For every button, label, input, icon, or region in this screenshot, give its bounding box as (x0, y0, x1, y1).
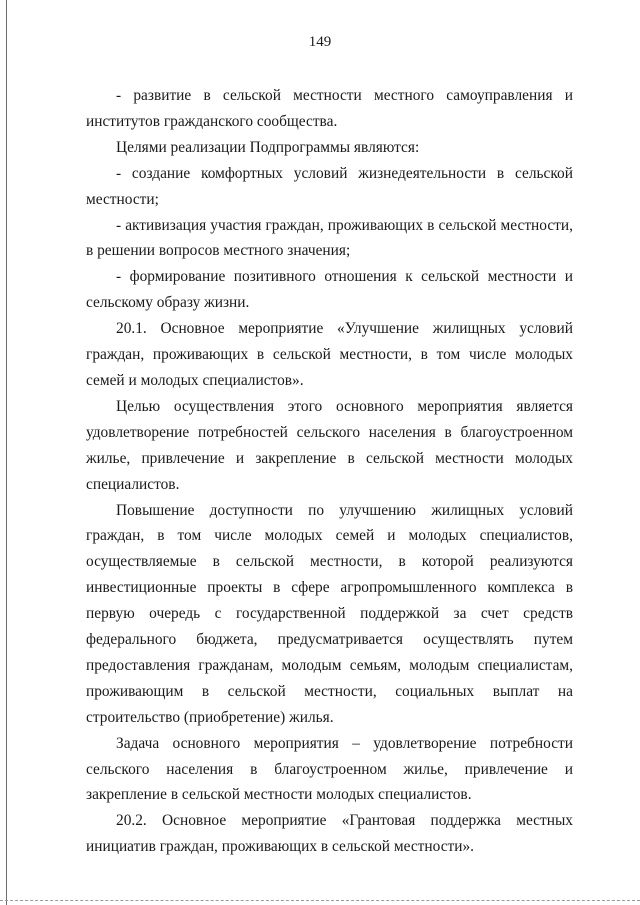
paragraph-goal-positive-attitude: - формирование позитивного отношения к сельской местности и сельскому образу жизни. (86, 268, 573, 312)
paragraph-rural-self-government: - развитие в сельской местности местного самоуправления и институтов гражданского сообщества. (86, 87, 573, 130)
paragraph-goal-comfortable-conditions: - создание комфортных условий жизнедеятельности в сельской местности; (86, 164, 573, 208)
paragraph-measure-20-1-task: Задача основного мероприятия – удовлетворение потребности сельского населения в благоустроенном жилье, привлечение и закрепление в сельской местности молодых специалистов. (86, 734, 573, 804)
paragraph-measure-20-2-title: 20.2. Основное мероприятие «Грантовая поддержка местных инициатив граждан, проживающих в сельской местности». (86, 812, 573, 856)
paragraph-measure-20-1-aim: Целью осуществления этого основного мероприятия является удовлетворение потребностей сельского населения в благоустроенном жилье, привлечение и закрепление в сельской местности молодых специалистов. (86, 397, 573, 493)
page-number: 149 (308, 34, 332, 50)
paragraph-measure-20-1-title: 20.1. Основное мероприятие «Улучшение жилищных условий граждан, проживающих в сельской местности, в том числе молодых семей и молодых специалистов». (86, 320, 573, 389)
paragraph-goals-heading: Целями реализации Подпрограммы являются: (116, 138, 420, 156)
paragraph-measure-20-1-housing: Повышение доступности по улучшению жилищных условий граждан, в том числе молодых семей и молодых специалистов, осуществляемые в сельской местности, в которой реализуются инвестиционные проекты в сфере агропромышленного комплекса в первую очередь с государственной поддержкой за счет средств федерального бюджета, предусматривается осуществлять путем предоставления гражданам, молодым семьям, молодым специалистам, проживающим в сельской местности, социальных выплат на строительство (приобретение) жилья. (86, 501, 573, 726)
page-body (86, 83, 573, 860)
paragraph-goal-citizen-participation: - активизация участия граждан, проживающих в сельской местности, в решении вопросов местного значения; (86, 216, 573, 260)
scan-left-edge (6, 0, 7, 905)
scan-bottom-edge (0, 900, 640, 902)
